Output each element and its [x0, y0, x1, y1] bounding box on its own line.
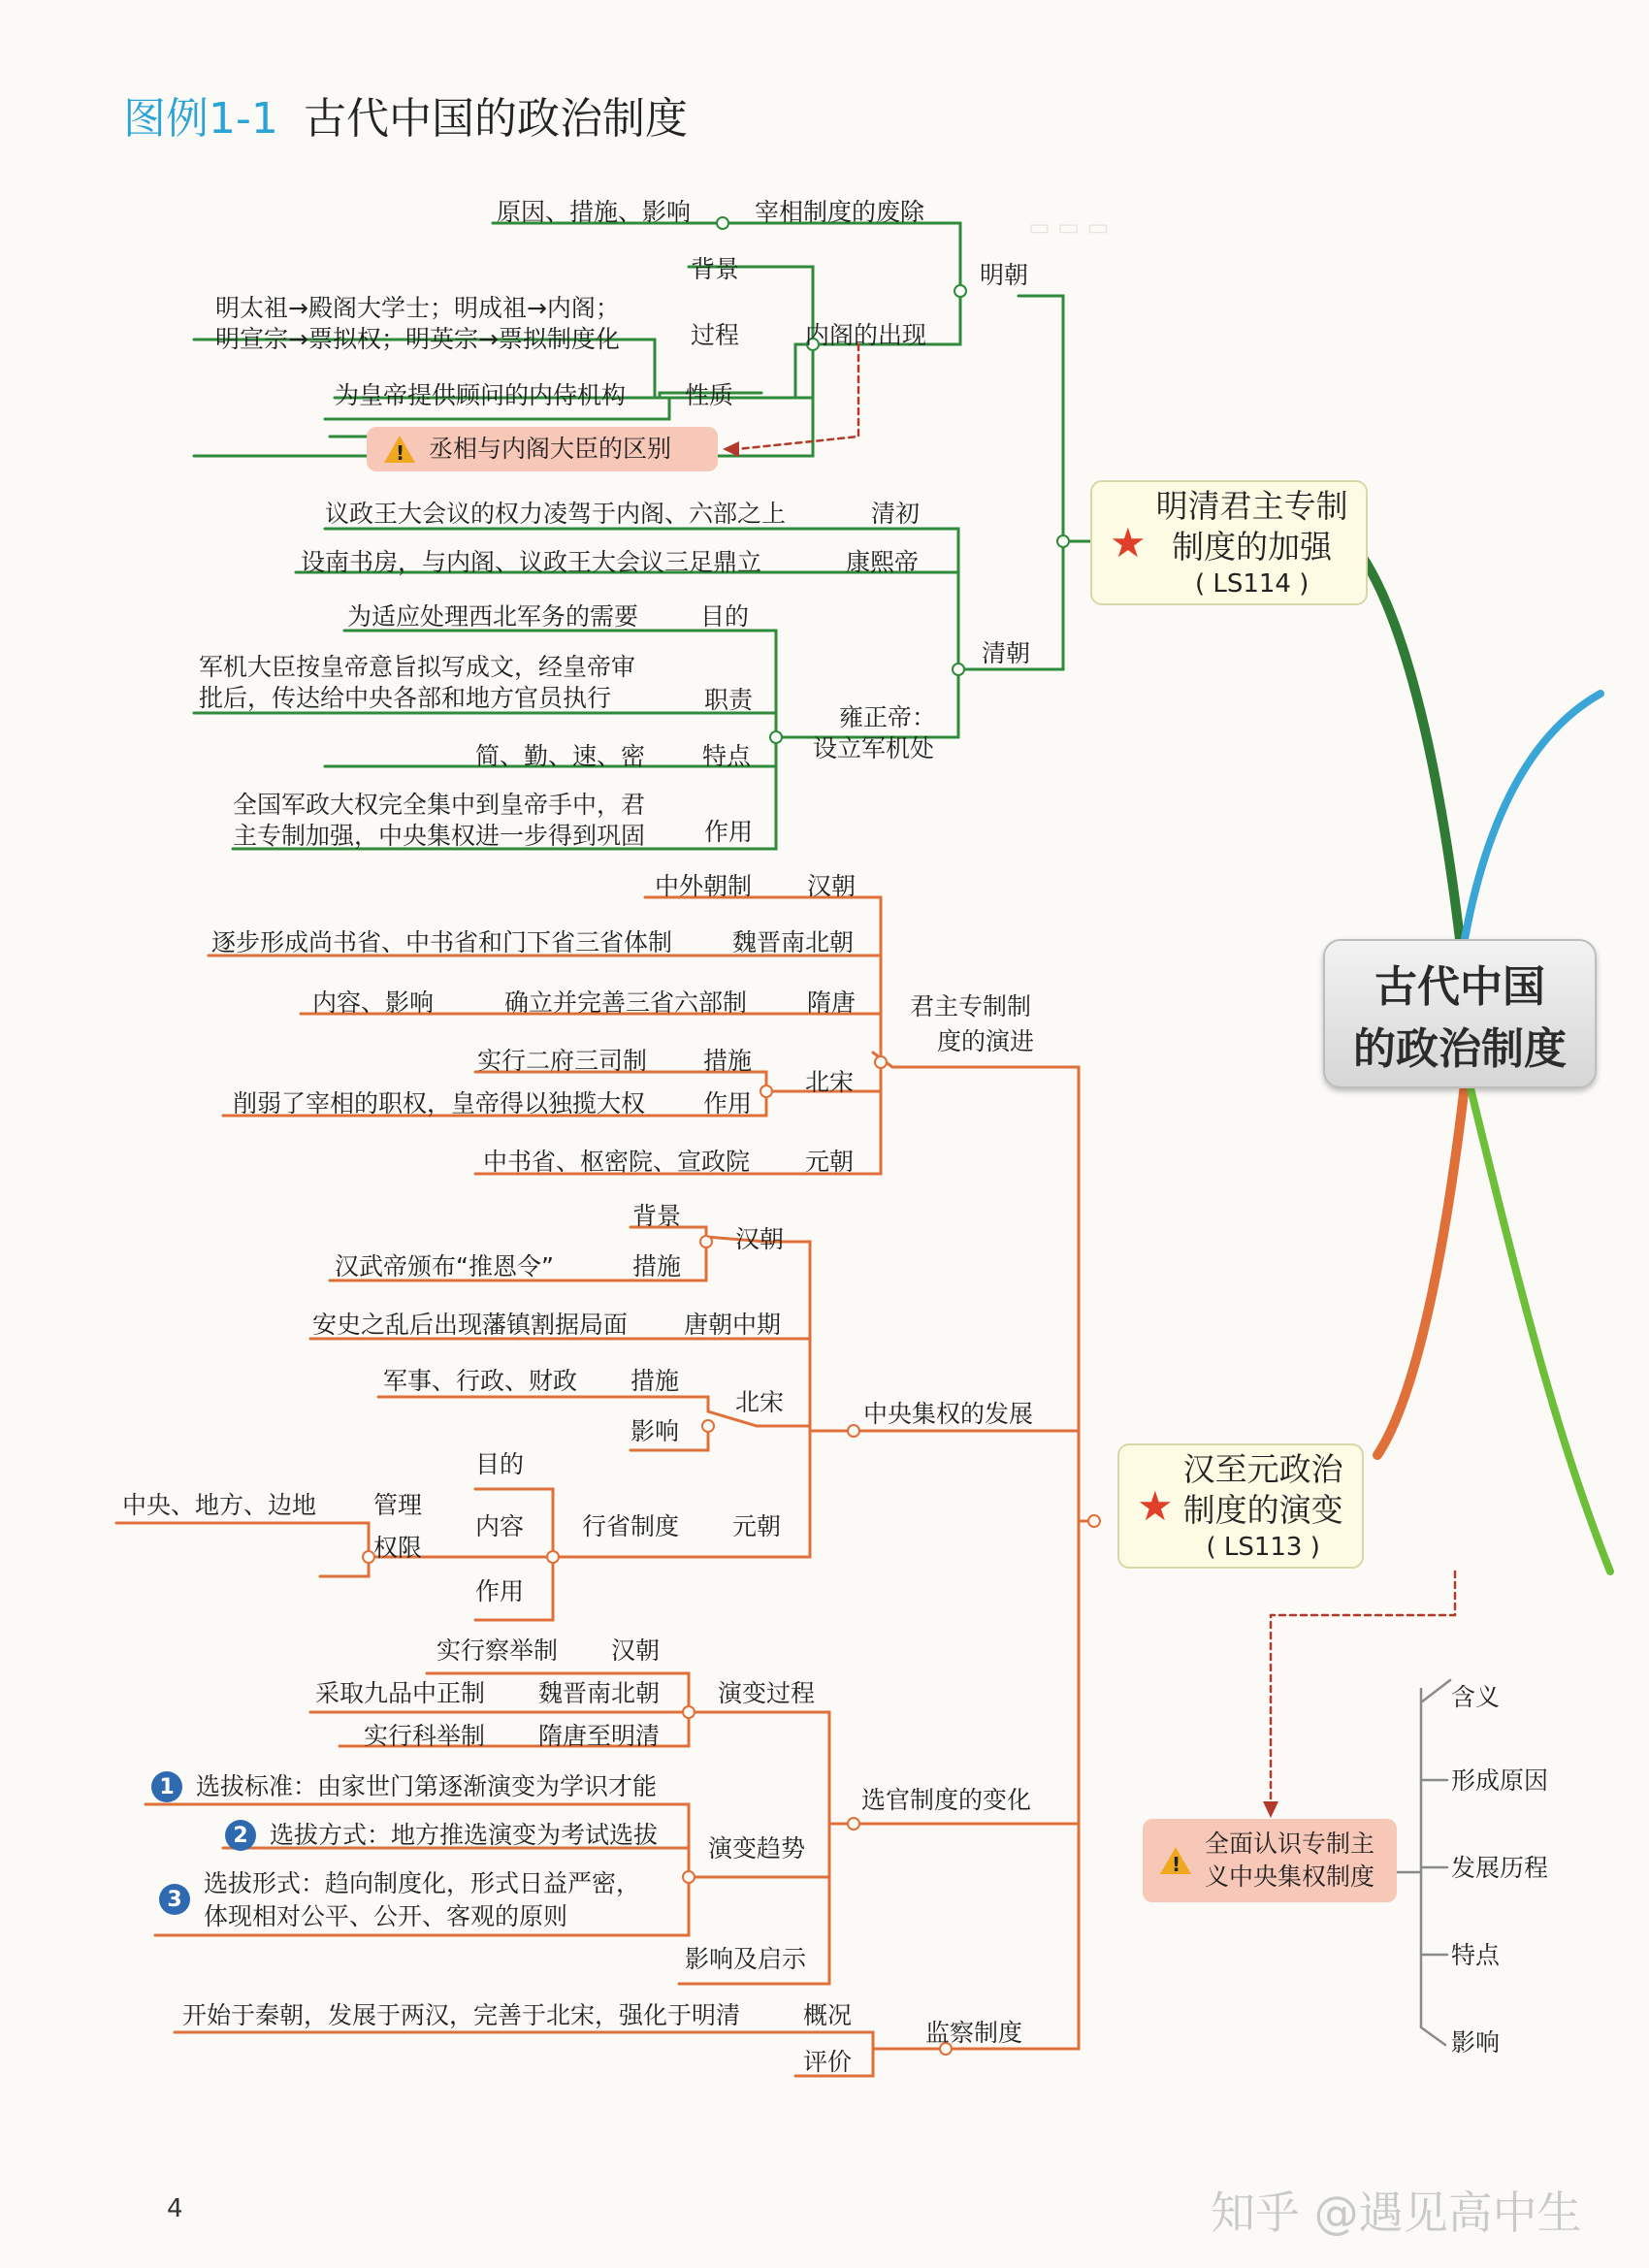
node-effect: 作用 — [704, 818, 754, 846]
node-sup-overview: 概况 — [803, 2001, 853, 2029]
node-kangxi: 康熙帝 — [846, 548, 920, 576]
node-sel-han: 汉朝 — [611, 1636, 661, 1665]
lesson-ls114-line1: 明清君主专制 — [1155, 486, 1348, 525]
node-selection: 选官制度的变化 — [861, 1786, 1032, 1814]
node-sel-wjnb: 魏晋南北朝 — [538, 1679, 661, 1707]
warning-box-1 — [367, 427, 718, 471]
badge-2: 2 — [225, 1820, 256, 1851]
node-yongzheng-line2: 设立军机处 — [813, 734, 935, 762]
auto-yuan-detail: 中书省、枢密院、宣政院 — [483, 1148, 751, 1176]
warning-text-1: 丞相与内阁大臣的区别 — [429, 435, 672, 463]
aspect-causes: 形成原因 — [1451, 1766, 1549, 1795]
purpose-detail: 为适应处理西北军务的需要 — [347, 602, 639, 631]
badge-3: 3 — [159, 1884, 190, 1915]
cen-han-measure-detail: 汉武帝颁布“推恩令” — [335, 1252, 554, 1280]
node-cabinet-nature: 性质 — [685, 381, 734, 409]
star-icon: ★ — [1110, 519, 1147, 567]
lesson-ls114-line2: 制度的加强 — [1172, 527, 1333, 566]
dashed-arrow-2 — [1271, 1571, 1455, 1804]
node-centralization: 中央集权的发展 — [863, 1400, 1034, 1428]
node-auto-effect: 作用 — [703, 1089, 753, 1118]
node-cen-song: 北宋 — [735, 1388, 785, 1416]
sel-wjnb-detail: 采取九品中正制 — [315, 1679, 486, 1707]
warning-icon: ! — [384, 436, 415, 463]
node-yongzheng-line1: 雍正帝： — [839, 703, 937, 731]
watermark: 知乎 @遇见高中生 — [1211, 2187, 1582, 2239]
page-number: 4 — [167, 2194, 183, 2223]
auto-suitang-detail: 确立并完善三省六部制 — [504, 988, 748, 1017]
star-icon: ★ — [1137, 1482, 1174, 1530]
node-auto-measure: 措施 — [703, 1047, 753, 1075]
node-cen-han-bg: 背景 — [632, 1202, 682, 1230]
node-cen-han: 汉朝 — [735, 1225, 785, 1253]
node-sel-process: 演变过程 — [718, 1679, 816, 1707]
feature-detail: 简、勤、速、密 — [475, 742, 646, 770]
central-topic-line1: 古代中国 — [1374, 962, 1545, 1012]
lesson-ls113-line2: 制度的演变 — [1182, 1490, 1343, 1529]
node-autocracy-line2: 度的演进 — [937, 1027, 1035, 1055]
node-auto-yuan: 元朝 — [805, 1148, 855, 1176]
branch-blue — [1465, 694, 1600, 939]
node-cen-song-measure: 措施 — [630, 1367, 680, 1395]
trend-3-line2: 体现相对公平、公开、客观的原则 — [204, 1902, 568, 1930]
aspect-features: 特点 — [1451, 1941, 1501, 1969]
node-cabinet-bg: 背景 — [691, 255, 740, 283]
lesson-ls114 — [1090, 480, 1368, 605]
node-cabinet-process: 过程 — [691, 321, 740, 349]
node-auto-beisong: 北宋 — [805, 1068, 855, 1096]
lesson-ls113-code: ( LS113 ) — [1206, 1532, 1320, 1562]
node-province-effect: 作用 — [475, 1577, 525, 1605]
aspects-bracket — [1421, 1680, 1450, 2045]
central-topic-line2: 的政治制度 — [1353, 1024, 1567, 1074]
warning-text-2-line1: 全面认识专制主 — [1205, 1830, 1375, 1858]
aspect-impact: 影响 — [1451, 2028, 1501, 2057]
duty-line1: 军机大臣按皇帝意旨拟写成文，经皇帝审 — [199, 653, 636, 681]
node-auto-han: 汉朝 — [807, 872, 857, 900]
manage-detail: 中央、地方、边地 — [122, 1491, 317, 1519]
node-auto-wjnb: 魏晋南北朝 — [732, 928, 855, 956]
auto-wjnb-detail: 逐步形成尚书省、中书省和门下省三省体制 — [211, 928, 673, 956]
node-abolish-detail: 原因、措施、影响 — [497, 198, 692, 226]
node-supervision: 监察制度 — [925, 2019, 1023, 2047]
node-province: 行省制度 — [582, 1512, 680, 1540]
badge-1: 1 — [151, 1771, 182, 1802]
qing-early-detail: 议政王大会议的权力凌驾于内阁、六部之上 — [325, 500, 787, 528]
duty-line2: 批后，传达给中央各部和地方官员执行 — [199, 684, 612, 712]
node-power: 权限 — [373, 1534, 423, 1562]
effect-line2: 主专制加强，中央集权进一步得到巩固 — [233, 822, 646, 850]
node-ming: 明朝 — [980, 261, 1029, 289]
effect-line1: 全国军政大权完全集中到皇帝手中，君 — [233, 791, 646, 819]
cen-tang-detail: 安史之乱后出现藩镇割据局面 — [312, 1311, 629, 1339]
central-topic — [1323, 939, 1597, 1088]
node-manage: 管理 — [373, 1491, 423, 1519]
trend-3-line1: 选拔形式：趋向制度化，形式日益严密， — [204, 1869, 641, 1897]
node-sup-evaluation: 评价 — [803, 2048, 853, 2076]
node-province-purpose: 目的 — [475, 1450, 525, 1478]
node-cen-han-measure: 措施 — [632, 1252, 682, 1280]
auto-effect-detail: 削弱了宰相的职权，皇帝得以独揽大权 — [233, 1089, 646, 1118]
node-purpose: 目的 — [700, 602, 750, 631]
node-cen-song-effect: 影响 — [630, 1417, 680, 1445]
lesson-ls113 — [1117, 1443, 1364, 1569]
aspect-history: 发展历程 — [1451, 1854, 1549, 1882]
node-feature: 特点 — [702, 742, 752, 770]
aspect-meaning: 含义 — [1451, 1683, 1501, 1711]
nature-detail: 为皇帝提供顾问的内侍机构 — [335, 381, 627, 409]
cen-song-measure-detail: 军事、行政、财政 — [383, 1367, 578, 1395]
sel-suiming-detail: 实行科举制 — [364, 1722, 486, 1750]
sup-overview-detail: 开始于秦朝，发展于两汉，完善于北宋，强化于明清 — [182, 2001, 741, 2029]
node-sel-trend: 演变趋势 — [708, 1834, 806, 1863]
node-cabinet: 内阁的出现 — [805, 321, 927, 349]
kangxi-detail: 设南书房，与内阁、议政王大会议三足鼎立 — [301, 548, 762, 576]
process-line1: 明太祖→殿阁大学士；明成祖→内阁； — [215, 294, 620, 322]
lesson-ls113-line1: 汉至元政治 — [1182, 1449, 1343, 1488]
node-cen-tang: 唐朝中期 — [684, 1311, 782, 1339]
node-qing: 清朝 — [982, 639, 1031, 667]
lesson-ls114-code: ( LS114 ) — [1194, 568, 1310, 599]
warning-box-2 — [1143, 1819, 1397, 1902]
auto-measure-detail: 实行二府三司制 — [477, 1047, 648, 1075]
branch-green — [1470, 1085, 1610, 1571]
auto-suitang-detail2: 内容、影响 — [312, 988, 435, 1017]
page-title: 古代中国的政治制度 — [304, 94, 688, 144]
node-province-content: 内容 — [475, 1512, 525, 1540]
warning-text-2-line2: 义中央集权制度 — [1205, 1863, 1375, 1891]
auto-han-detail: 中外朝制 — [655, 872, 753, 900]
node-autocracy-line1: 君主专制制 — [910, 992, 1032, 1021]
node-duty: 职责 — [704, 686, 754, 714]
arrow-head-2 — [1263, 1801, 1278, 1818]
trend-2: 选拔方式：地方推选演变为考试选拔 — [270, 1821, 659, 1849]
figure-number: 图例1-1 — [123, 94, 278, 144]
branch-ls113 — [1377, 1085, 1465, 1455]
trend-1: 选拔标准：由家世门第逐渐演变为学识才能 — [196, 1772, 658, 1800]
bleed-through-text: ▭ ▭ ▭ — [1028, 213, 1110, 241]
node-abolish-chancellor: 宰相制度的废除 — [755, 198, 925, 226]
warning-icon: ! — [1160, 1847, 1191, 1874]
node-qing-early: 清初 — [871, 500, 921, 528]
node-sel-suiming: 隋唐至明清 — [538, 1722, 661, 1750]
node-auto-suitang: 隋唐 — [807, 988, 857, 1017]
process-line2: 明宣宗→票拟权；明英宗→票拟制度化 — [215, 325, 620, 353]
sel-han-detail: 实行察举制 — [436, 1636, 559, 1665]
node-sel-impact: 影响及启示 — [685, 1945, 807, 1973]
node-cen-yuan: 元朝 — [732, 1512, 782, 1540]
